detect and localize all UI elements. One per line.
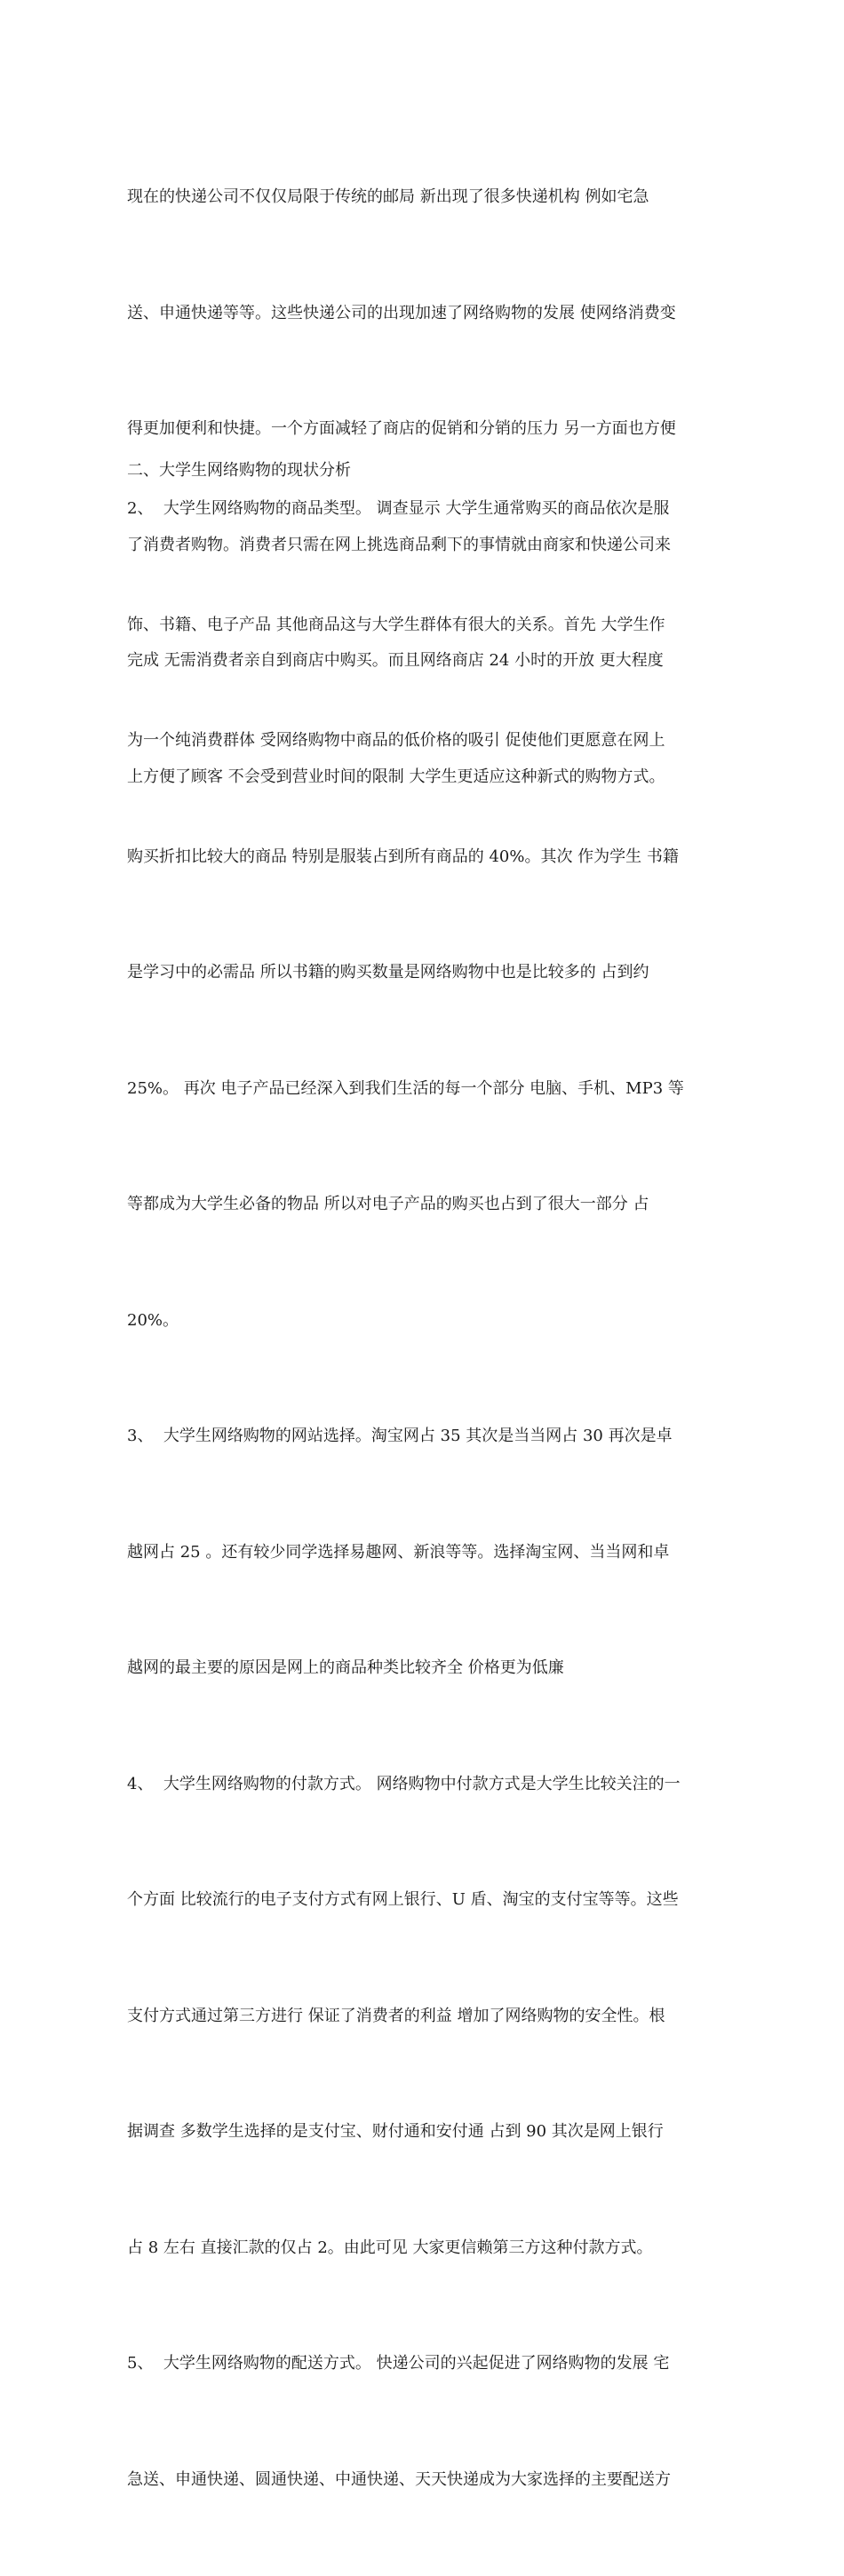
- text-line: 购买折扣比较大的商品 特别是服装占到所有商品的 40%。其次 作为学生 书籍: [127, 847, 679, 866]
- text-line: 急送、申通快递、圆通快递、中通快递、天天快递成为大家选择的主要配送方: [127, 2469, 671, 2489]
- text-line: 25%。 再次 电子产品已经深入到我们生活的每一个部分 电脑、手机、MP3 等: [127, 1078, 684, 1098]
- text-line: 越网的最主要的原因是网上的商品种类比较齐全 价格更为低廉: [127, 1658, 564, 1677]
- text-line: 2、 大学生网络购物的商品类型。 调查显示 大学生通常购买的商品依次是服: [127, 499, 670, 518]
- text-line: 为一个纯消费群体 受网络购物中商品的低价格的吸引 促使他们更愿意在网上: [127, 731, 665, 750]
- text-line: 据调查 多数学生选择的是支付宝、财付通和安付通 占到 90 其次是网上银行: [127, 2122, 664, 2141]
- section-body: [127, 412, 722, 2576]
- text-line: 了消费者购物。消费者只需在网上挑选商品剩下的事情就由商家和快递公司来: [127, 535, 671, 554]
- section-heading-text: 二、大学生网络购物的现状分析: [127, 461, 351, 480]
- text-line: 完成 无需消费者亲自到商店中购买。而且网络商店 24 小时的开放 更大程度: [127, 651, 664, 670]
- text-line: 送、申通快递等等。这些快递公司的出现加速了网络购物的发展 使网络消费变: [127, 303, 676, 322]
- text-line: 饰、书籍、电子产品 其他商品这与大学生群体有很大的关系。首先 大学生作: [127, 615, 665, 634]
- text-line: 4、 大学生网络购物的付款方式。 网络购物中付款方式是大学生比较关注的一: [127, 1774, 681, 1793]
- text-line: 上方便了顾客 不会受到营业时间的限制 大学生更适应这种新式的购物方式。: [127, 767, 665, 786]
- text-line: 等都成为大学生必备的物品 所以对电子产品的购买也占到了很大一部分 占: [127, 1195, 649, 1213]
- text-line: 个方面 比较流行的电子支付方式有网上银行、U 盾、淘宝的支付宝等等。这些: [127, 1890, 679, 1909]
- text-line: 20%。: [127, 1310, 179, 1330]
- text-line: 是学习中的必需品 所以书籍的购买数量是网络购物中也是比较多的 占到约: [127, 963, 649, 982]
- text-line: 得更加便利和快捷。一个方面减轻了商店的促销和分销的压力 另一方面也方便: [127, 419, 676, 438]
- text-line: 5、 大学生网络购物的配送方式。 快递公司的兴起促进了网络购物的发展 宅: [127, 2354, 670, 2373]
- text-line: 3、 大学生网络购物的网站选择。淘宝网占 35 其次是当当网占 30 再次是卓: [127, 1427, 673, 1445]
- text-line: 支付方式通过第三方进行 保证了消费者的利益 增加了网络购物的安全性。根: [127, 2006, 665, 2025]
- text-line: 占 8 左右 直接汇款的仅占 2。由此可见 大家更信赖第三方这种付款方式。: [127, 2238, 653, 2257]
- text-line: 越网占 25 。还有较少同学选择易趣网、新浪等等。选择淘宝网、当当网和卓: [127, 1542, 670, 1562]
- text-line: 现在的快递公司不仅仅局限于传统的邮局 新出现了很多快递机构 例如宅急: [127, 187, 649, 206]
